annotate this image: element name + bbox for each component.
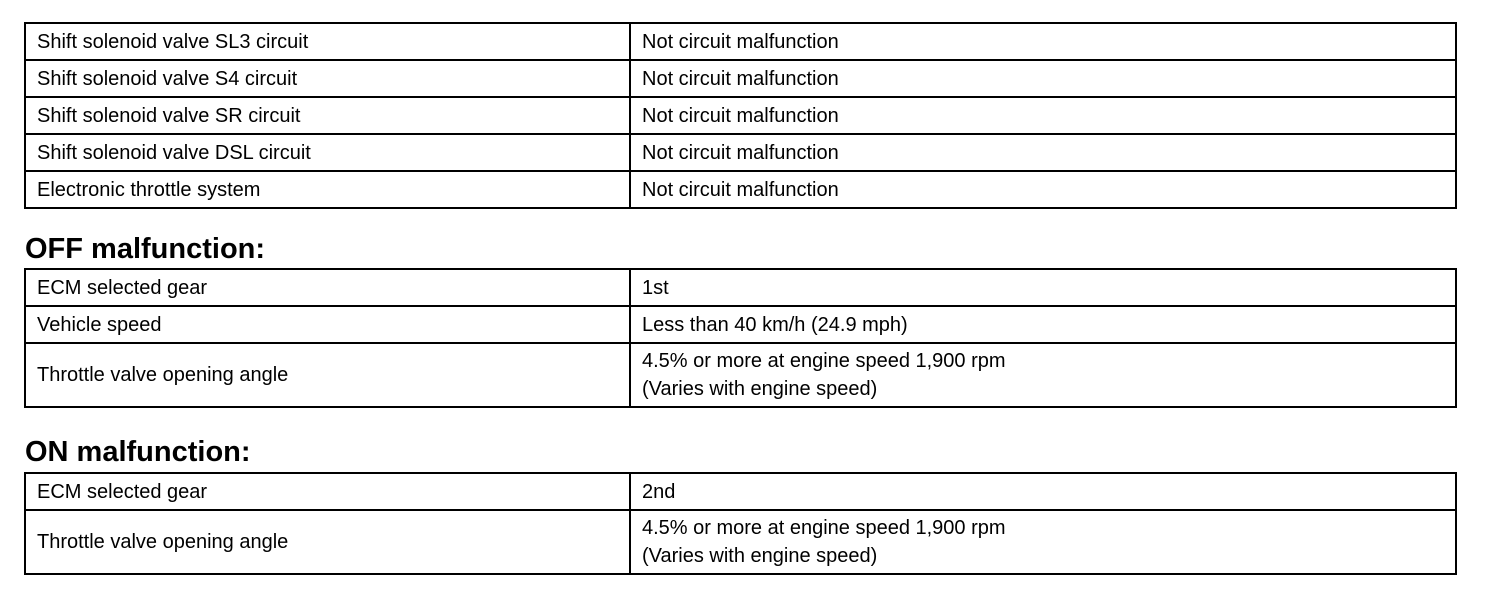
condition-line: (Varies with engine speed) — [642, 378, 878, 400]
condition-cell — [630, 510, 1456, 574]
condition-cell: Less than 40 km/h (24.9 mph) — [630, 306, 1456, 343]
table-row — [25, 23, 1456, 60]
item-cell: Electronic throttle system — [25, 171, 630, 208]
item-cell: Shift solenoid valve S4 circuit — [25, 60, 630, 97]
condition-line: 4.5% or more at engine speed 1,900 rpm — [642, 517, 1006, 539]
table-row — [25, 473, 1456, 510]
condition-cell: Not circuit malfunction — [630, 171, 1456, 208]
table-row — [25, 97, 1456, 134]
table-row — [25, 343, 1456, 407]
condition-cell: Not circuit malfunction — [630, 134, 1456, 171]
item-cell: ECM selected gear — [25, 269, 630, 306]
table-row — [25, 171, 1456, 208]
item-cell: Shift solenoid valve DSL circuit — [25, 134, 630, 171]
condition-line: (Varies with engine speed) — [642, 545, 878, 567]
condition-cell: Not circuit malfunction — [630, 60, 1456, 97]
condition-cell: Not circuit malfunction — [630, 23, 1456, 60]
table-row — [25, 510, 1456, 574]
condition-cell — [630, 343, 1456, 407]
off-malfunction-heading: OFF malfunction: — [25, 233, 266, 265]
table-row — [25, 269, 1456, 306]
item-cell: Shift solenoid valve SR circuit — [25, 97, 630, 134]
table-row — [25, 60, 1456, 97]
on-malfunction-table — [24, 472, 1457, 575]
condition-cell: 2nd — [630, 473, 1456, 510]
item-cell: Throttle valve opening angle — [25, 343, 630, 407]
item-cell: Shift solenoid valve SL3 circuit — [25, 23, 630, 60]
conditions-table — [24, 22, 1457, 209]
off-malfunction-table — [24, 268, 1457, 408]
item-cell: Throttle valve opening angle — [25, 510, 630, 574]
item-cell: ECM selected gear — [25, 473, 630, 510]
condition-cell: Not circuit malfunction — [630, 97, 1456, 134]
item-cell: Vehicle speed — [25, 306, 630, 343]
table-row — [25, 134, 1456, 171]
on-malfunction-heading: ON malfunction: — [25, 436, 251, 468]
condition-line: 4.5% or more at engine speed 1,900 rpm — [642, 350, 1006, 372]
condition-cell: 1st — [630, 269, 1456, 306]
table-row — [25, 306, 1456, 343]
